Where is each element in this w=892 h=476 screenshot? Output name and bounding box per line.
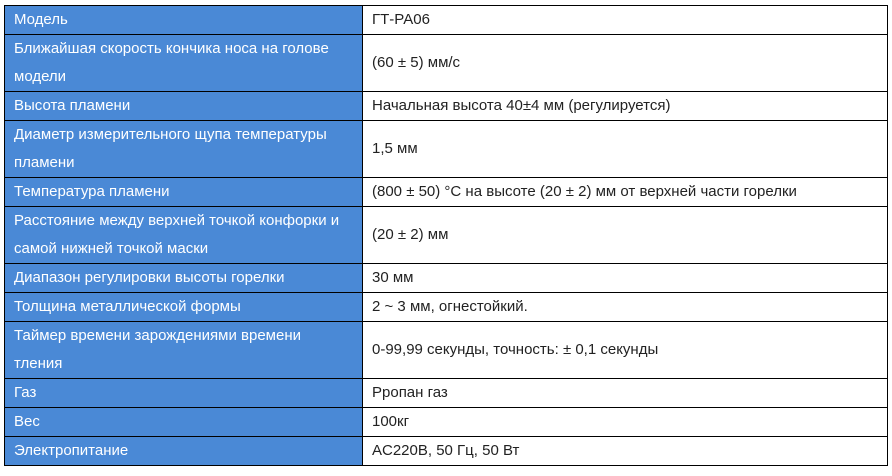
spec-label: Газ xyxy=(5,379,363,408)
spec-value: 100кг xyxy=(363,408,888,437)
spec-row-model xyxy=(5,6,888,35)
spec-row-flame-temperature xyxy=(5,178,888,207)
specifications-table xyxy=(4,5,888,466)
spec-row-power-supply xyxy=(5,437,888,466)
spec-row-timer xyxy=(5,322,888,379)
spec-value: 30 мм xyxy=(363,264,888,293)
spec-label: Диапазон регулировки высоты горелки xyxy=(5,264,363,293)
spec-row-gas xyxy=(5,379,888,408)
spec-value: (20 ± 2) мм xyxy=(363,207,888,264)
spec-label: Электропитание xyxy=(5,437,363,466)
spec-label: Диаметр измерительного щупа температуры пламени xyxy=(5,121,363,178)
spec-row-nose-tip-speed xyxy=(5,35,888,92)
spec-row-probe-diameter xyxy=(5,121,888,178)
spec-label: Высота пламени xyxy=(5,92,363,121)
spec-value: Начальная высота 40±4 мм (регулируется) xyxy=(363,92,888,121)
spec-label: Вес xyxy=(5,408,363,437)
spec-row-weight xyxy=(5,408,888,437)
spec-label: Температура пламени xyxy=(5,178,363,207)
spec-label: Толщина металлической формы xyxy=(5,293,363,322)
spec-row-burner-adjustment-range xyxy=(5,264,888,293)
spec-value: 2 ~ 3 мм, огнестойкий. xyxy=(363,293,888,322)
spec-row-burner-mask-distance xyxy=(5,207,888,264)
spec-label: Таймер времени зарождениями времени тления xyxy=(5,322,363,379)
spec-label: Расстояние между верхней точкой конфорки и самой нижней точкой маски xyxy=(5,207,363,264)
spec-value: AC220B, 50 Гц, 50 Вт xyxy=(363,437,888,466)
spec-value: 0-99,99 секунды, точность: ± 0,1 секунды xyxy=(363,322,888,379)
spec-row-flame-height xyxy=(5,92,888,121)
spec-value: 1,5 мм xyxy=(363,121,888,178)
spec-value: (800 ± 50) °C на высоте (20 ± 2) мм от верхней части горелки xyxy=(363,178,888,207)
spec-label: Ближайшая скорость кончика носа на голове модели xyxy=(5,35,363,92)
spec-row-metal-form-thickness xyxy=(5,293,888,322)
spec-value: ГТ-РА06 xyxy=(363,6,888,35)
spec-value: Рропан газ xyxy=(363,379,888,408)
spec-value: (60 ± 5) мм/с xyxy=(363,35,888,92)
spec-label: Модель xyxy=(5,6,363,35)
